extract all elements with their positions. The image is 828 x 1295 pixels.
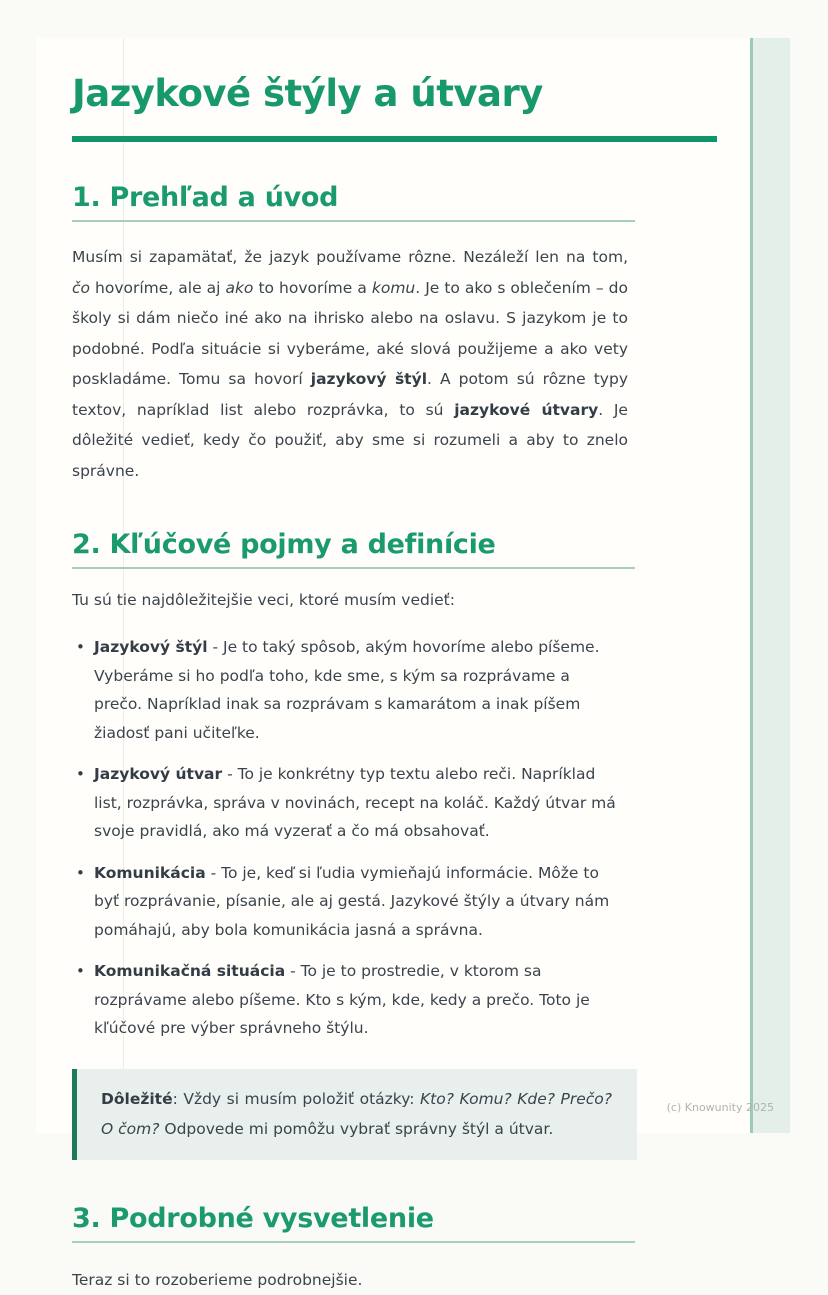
title-divider [72,136,717,142]
section-2-heading: 2. Kľúčové pojmy a definície [72,528,732,562]
important-callout-box [72,1069,637,1160]
definitions-list [72,633,620,1043]
document-page [36,38,790,1133]
list-item-text: Jazykový útvar - To je konkrétny typ textu alebo reči. Napríklad list, rozprávka, správa v novinách, recept na koláč. Každý útvar má svoje pravidlá, ako má vyzerať a čo má obsahovať. [94,765,616,840]
section-3-paragraph: Teraz si to rozoberieme podrobnejšie. [72,1265,628,1295]
page-title: Jazykové štýly a útvary [72,70,732,118]
list-item-text: Jazykový štýl - Je to taký spôsob, akým hovoríme alebo píšeme. Vyberáme si ho podľa toho, kde sme, s kým sa rozprávame a prečo. Napríklad inak sa rozprávam s kamarátom a inak píšem žiadosť pani učiteľke. [94,638,600,742]
list-item [72,760,620,846]
bullet-icon: • [76,957,85,986]
bullet-icon: • [76,760,85,789]
list-item [72,633,620,747]
list-item-text: Komunikačná situácia - To je to prostredie, v ktorom sa rozprávame alebo píšeme. Kto s kým, kde, kedy a prečo. Toto je kľúčové pre výber správneho štýlu. [94,962,590,1037]
section-2-divider [72,567,635,569]
section-3-divider [72,1241,635,1243]
section-1-divider [72,220,635,222]
section-3-heading: 3. Podrobné vysvetlenie [72,1202,732,1236]
list-item [72,859,620,945]
page-edge-strip [750,38,790,1133]
section-1-paragraph: Musím si zapamätať, že jazyk používame rôzne. Nezáleží len na tom, čo hovoríme, ale aj ako to hovoríme a komu. Je to ako s oblečením – do školy si dám niečo iné ako na ihrisko alebo na oslavu. S jazykom je to podobné. Podľa situácie si vyberáme, aké slová použijeme a ako vety poskladáme. Tomu sa hovorí jazykový štýl. A potom sú rôzne typy textov, napríklad list alebo rozprávka, to sú jazykové útvary. Je dôležité vedieť, kedy čo použiť, aby sme si rozumeli a aby to znelo správne. [72,242,628,486]
list-item-text: Komunikácia - To je, keď si ľudia vymieňajú informácie. Môže to byť rozprávanie, písanie, ale aj gestá. Jazykové štýly a útvary nám pomáhajú, aby bola komunikácia jasná a správna. [94,864,609,939]
callout-text: Dôležité: Vždy si musím položiť otázky: Kto? Komu? Kde? Prečo? O čom? Odpovede mi pomôžu vybrať správny štýl a útvar. [101,1084,612,1145]
copyright-notice: (c) Knowunity 2025 [667,1101,774,1114]
bullet-icon: • [76,633,85,662]
section-2-intro: Tu sú tie najdôležitejšie veci, ktoré musím vedieť: [72,589,632,611]
section-1-heading: 1. Prehľad a úvod [72,181,732,215]
bullet-icon: • [76,859,85,888]
list-item [72,957,620,1043]
document-content [72,38,732,1295]
